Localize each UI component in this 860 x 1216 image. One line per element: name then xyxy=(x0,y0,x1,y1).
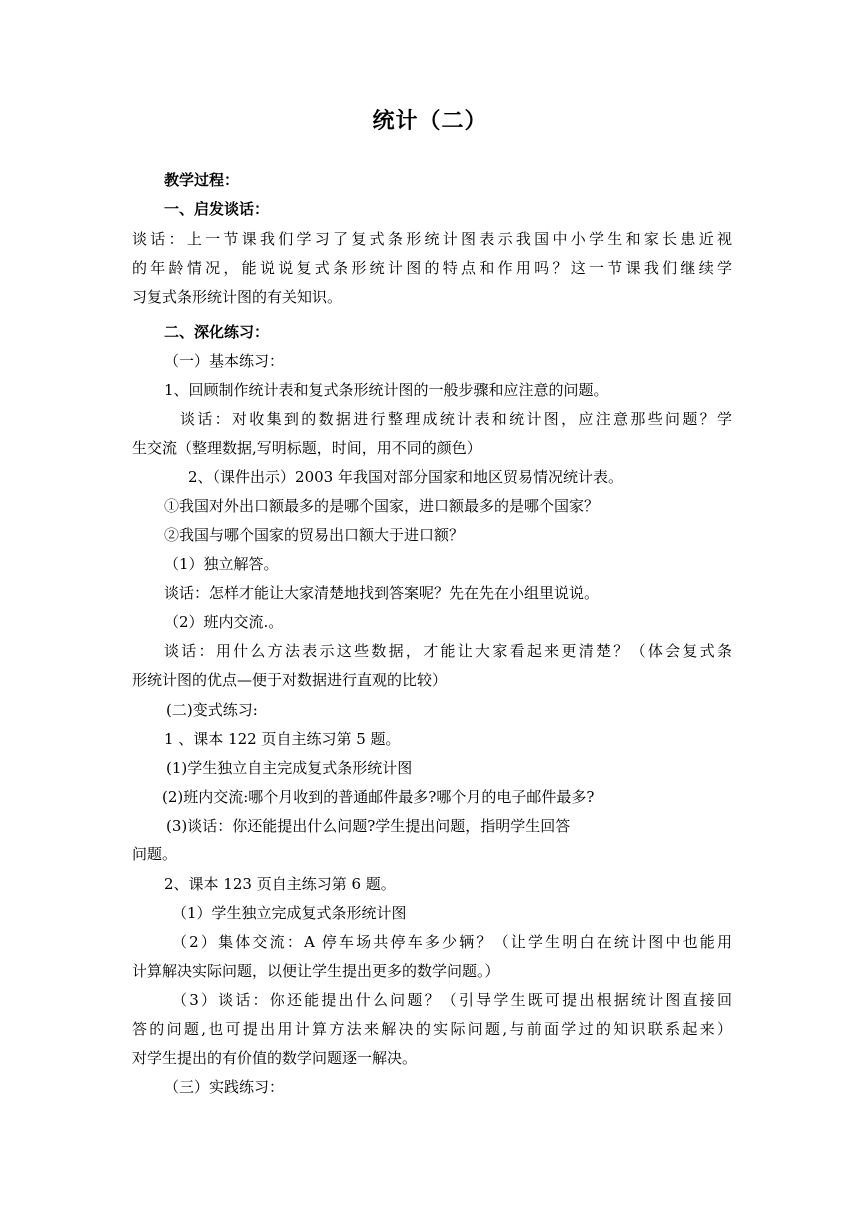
paragraph-line: 形统计图的优点—便于对数据进行直观的比较） xyxy=(132,671,448,689)
subsection-heading: （一）基本练习： xyxy=(164,352,285,370)
paragraph-line: 答的问题,也可提出用计算方法来解决的实际问题,与前面学过的知识联系起来） xyxy=(132,1020,732,1038)
paragraph-line: 的年龄情况，能说说复式条形统计图的特点和作用吗？这一节课我们继续学 xyxy=(132,259,732,277)
paragraph-line: （2）班内交流.。 xyxy=(164,613,284,631)
paragraph-line: 1 、课本 122 页自主练习第 5 题。 xyxy=(164,730,401,748)
paragraph-line: 谈话：怎样才能让大家清楚地找到答案呢？先在先在小组里说说。 xyxy=(164,584,600,602)
paragraph-line: 谈话：上一节课我们学习了复式条形统计图表示我国中小学生和家长患近视 xyxy=(132,230,732,248)
page-title: 统计（二） xyxy=(372,109,488,134)
question-line: ①我国对外出口额最多的是哪个国家，进口额最多的是哪个国家？ xyxy=(164,497,600,515)
paragraph-line: （3）谈话：你还能提出什么问题？（引导学生既可提出根据统计图直接回 xyxy=(172,991,732,1009)
subsection-heading: (二)变式练习: xyxy=(166,701,258,719)
paragraph-line: 生交流（整理数据,写明标题，时间，用不同的颜色） xyxy=(132,439,482,457)
section-teaching-process: 教学过程： xyxy=(164,171,240,189)
paragraph-line: (3)谈话：你还能提出什么问题?学生提出问题，指明学生回答 xyxy=(166,817,571,835)
paragraph-line: （2）集体交流：A 停车场共停车多少辆？（让学生明白在统计图中也能用 xyxy=(172,933,732,951)
paragraph-line: (2)班内交流:哪个月收到的普通邮件最多?哪个月的电子邮件最多? xyxy=(162,788,595,806)
paragraph-line: 谈话：用什么方法表示这些数据，才能让大家看起来更清楚？（体会复式条 xyxy=(164,642,732,660)
subsection-heading: （三）实践练习： xyxy=(164,1078,285,1096)
paragraph-line: 1、回顾制作统计表和复式条形统计图的一般步骤和应注意的问题。 xyxy=(164,381,609,399)
paragraph-line: 问题。 xyxy=(132,845,178,863)
paragraph-line: （1）学生独立完成复式条形统计图 xyxy=(172,904,407,922)
paragraph-line: 计算解决实际问题，以便让学生提出更多的数学问题。） xyxy=(132,962,500,980)
paragraph-line: 谈话：对收集到的数据进行整理成统计表和统计图，应注意那些问题？学 xyxy=(180,410,732,428)
paragraph-line: 2、（课件出示）2003 年我国对部分国家和地区贸易情况统计表。 xyxy=(188,468,623,486)
section-heading-2: 二、深化练习： xyxy=(164,323,270,341)
question-line: ②我国与哪个国家的贸易出口额大于进口额？ xyxy=(164,526,465,544)
paragraph-line: （1）独立解答。 xyxy=(164,555,279,573)
paragraph-line: 对学生提出的有价值的数学问题逐一解决。 xyxy=(132,1049,418,1067)
paragraph-line: (1)学生独立自主完成复式条形统计图 xyxy=(166,759,413,777)
section-heading-1: 一、启发谈话： xyxy=(164,200,270,218)
paragraph-line: 习复式条形统计图的有关知识。 xyxy=(132,288,343,306)
paragraph-line: 2、课本 123 页自主练习第 6 题。 xyxy=(164,875,396,893)
